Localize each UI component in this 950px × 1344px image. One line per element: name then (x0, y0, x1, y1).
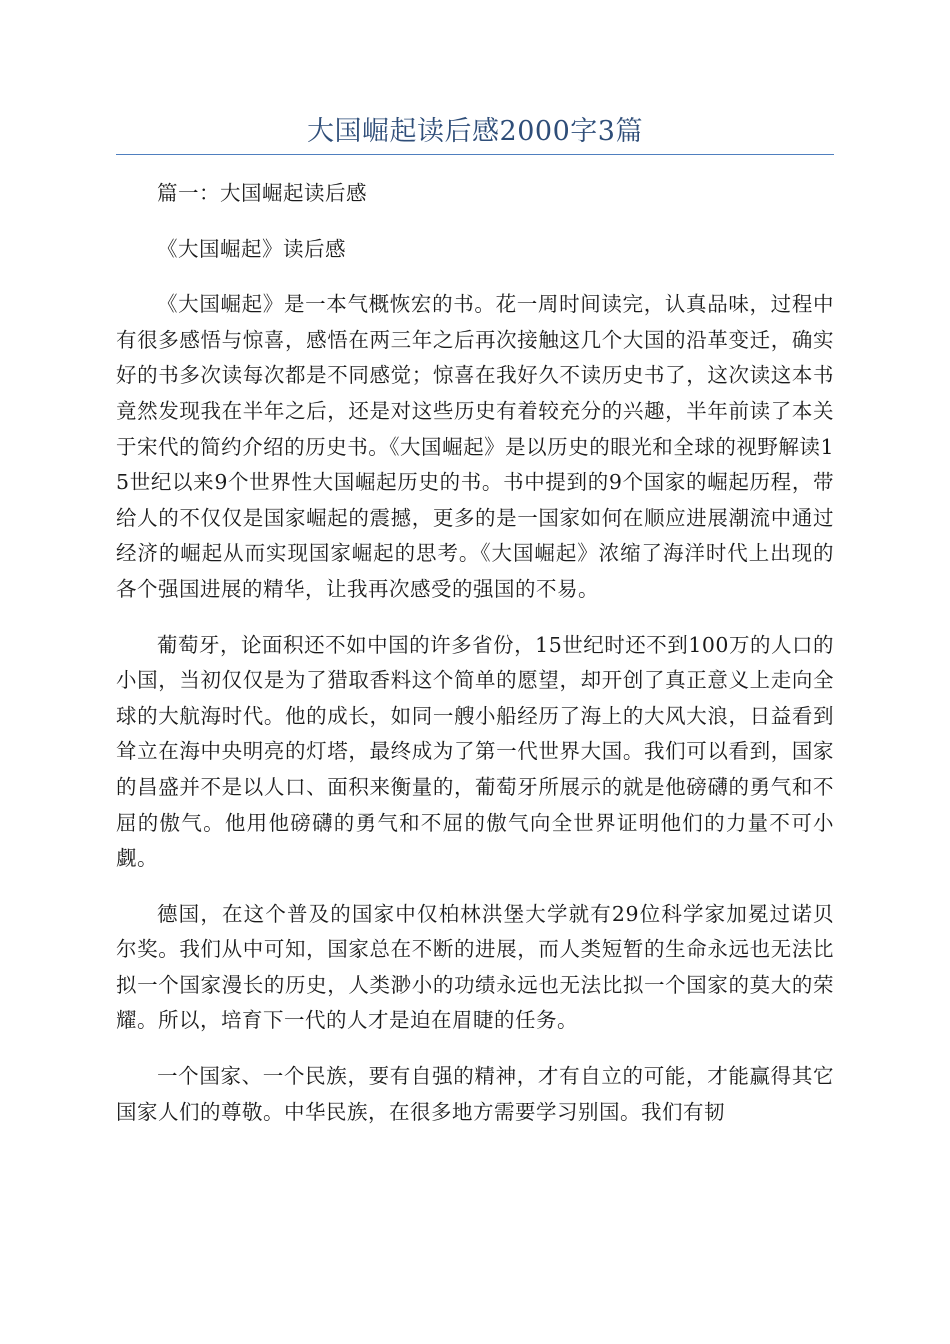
subtitle: 《大国崛起》读后感 (157, 236, 346, 261)
document-body (116, 176, 834, 1150)
paragraph: 《大国崛起》是一本气概恢宏的书。花一周时间读完，认真品味，过程中有很多感悟与惊喜，感悟在两三年之后再次接触这几个大国的沿革变迁，确实好的书多次读每次都是不同感觉；惊喜在我好久不读历史书了，这次读这本书竟然发现我在半年之后，还是对这些历史有着较充分的兴趣，半年前读了本关于宋代的简约介绍的历史书。《大国崛起》是以历史的眼光和全球的视野解读15世纪以来9个世界性大国崛起历史的书。书中提到的9个国家的崛起历程，带给人的不仅仅是国家崛起的震撼，更多的是一国家如何在顺应进展潮流中通过经济的崛起从而实现国家崛起的思考。《大国崛起》浓缩了海洋时代上出现的各个强国进展的精华，让我再次感受的强国的不易。 (116, 292, 834, 601)
section-heading: 篇一：大国崛起读后感 (157, 181, 367, 205)
title-underline (116, 154, 834, 155)
document-title: 大国崛起读后感2000字3篇 (307, 116, 643, 147)
paragraph: 一个国家、一个民族，要有自强的精神，才有自立的可能，才能赢得其它国家人们的尊敬。中华民族，在很多地方需要学习别国。我们有韧 (116, 1064, 834, 1124)
paragraph: 德国，在这个普及的国家中仅柏林洪堡大学就有29位科学家加冕过诺贝尔奖。我们从中可知，国家总在不断的进展，而人类短暂的生命永远也无法比拟一个国家漫长的历史，人类渺小的功绩永远也无法比拟一个国家的莫大的荣耀。所以，培育下一代的人才是迫在眉睫的任务。 (116, 901, 834, 1033)
paragraph: 葡萄牙，论面积还不如中国的许多省份，15世纪时还不到100万的人口的小国，当初仅仅是为了猎取香料这个简单的愿望，却开创了真正意义上走向全球的大航海时代。他的成长，如同一艘小船经历了海上的大风大浪，日益看到耸立在海中央明亮的灯塔，最终成为了第一代世界大国。我们可以看到，国家的昌盛并不是以人口、面积来衡量的，葡萄牙所展示的就是他磅礴的勇气和不屈的傲气。他用他磅礴的勇气和不屈的傲气向全世界证明他们的力量不可小觑。 (116, 632, 834, 871)
